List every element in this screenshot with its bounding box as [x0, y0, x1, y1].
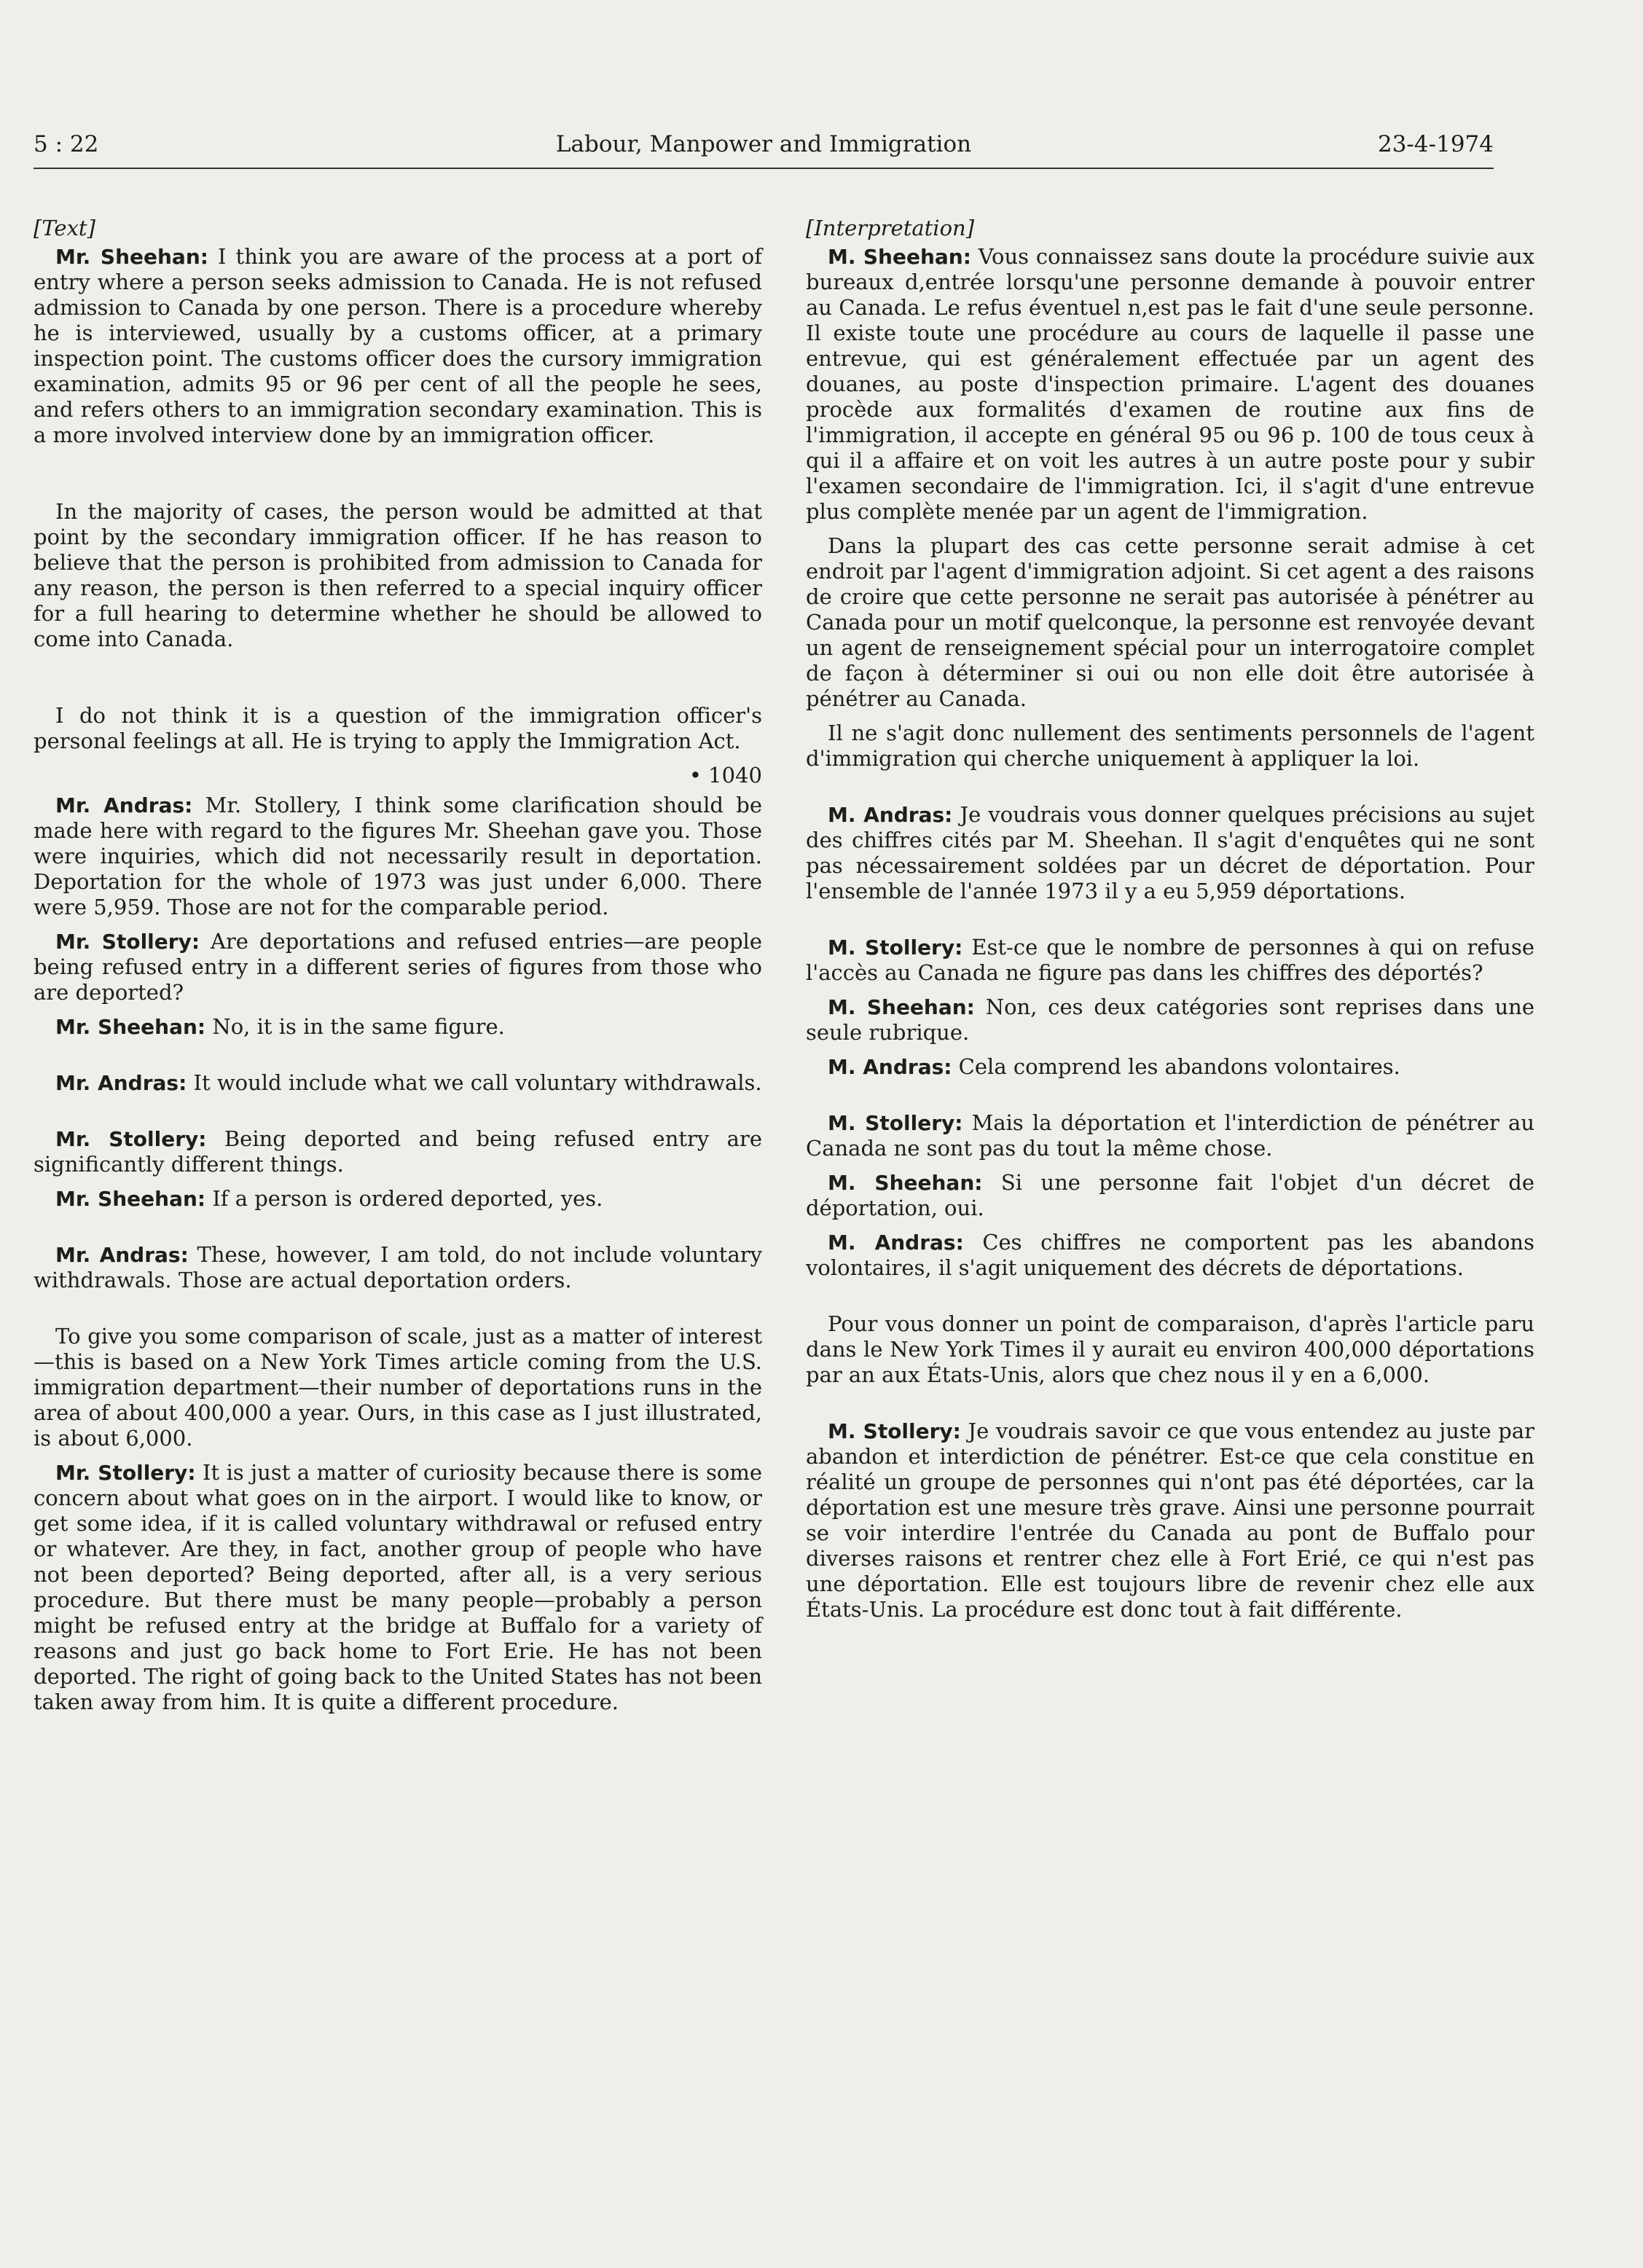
language-tag: [Interpretation] [806, 216, 975, 240]
speaker-label: Mr. Andras: [55, 1243, 189, 1267]
paragraph-text: Cela comprend les abandons volontaires. [952, 1054, 1400, 1079]
paragraph [34, 499, 762, 652]
paragraph-text: Are deportations and refused entries—are people being refused entry in a different series of figures from those who are deported? [34, 929, 762, 1005]
paragraph-text: Mr. Stollery, I think some clarification should be made here with regard to the figures Mr. Sheehan gave you. Those were inquiries, which did not necessarily result in deportation. Deportation for the whole of 1973 was just under 6,000. There were 5,959. Those are not for the comparable period. [34, 793, 762, 919]
header-date: 23-4-1974 [1377, 131, 1494, 157]
french-column [806, 216, 1534, 1622]
speaker-label: Mr. Stollery: [55, 930, 200, 954]
speaker-label: Mr. Stollery: [55, 1127, 207, 1151]
paragraph [34, 1242, 762, 1293]
paragraph-text: Non, ces deux catégories sont reprises dans une seule rubrique. [806, 994, 1534, 1045]
paragraph-text: These, however, I am told, do not include voluntary withdrawals. Those are actual deportation orders. [34, 1242, 763, 1292]
speaker-label: M. Andras: [828, 1055, 952, 1079]
page-number: 5 : 22 [34, 131, 99, 157]
speaker-label: Mr. Andras: [55, 1071, 187, 1095]
paragraph [34, 244, 762, 448]
paragraph [806, 1311, 1534, 1388]
speaker-label: Mr. Stollery: [55, 1461, 196, 1485]
paragraph-text: If a person is ordered deported, yes. [205, 1186, 603, 1211]
paragraph [34, 929, 762, 1005]
paragraph-text: In the majority of cases, the person would be admitted at that point by the secondary immigration officer. If he has reason to believe that the person is prohibited from admission to Canada for any reason, the person is then referred to a special inquiry officer for a full hearing to determine whether he should be allowed to come into Canada. [34, 499, 762, 651]
paragraph-text: It is just a matter of curiosity because there is some concern about what goes on in the airport. I would like to know, or get some idea, if it is called voluntary withdrawal or refused entry or whatever. Are they, in fact, another group of people who have not been deported? Being deported, after all, is a very serious procedure. But there must be many people—probably a person might be refused entry at the bridge at Buffalo for a variety of reasons and just go back home to Fort Erie. He has not been deported. The right of going back to the United States has not been taken away from him. It is quite a different procedure. [34, 1460, 763, 1714]
paragraph-text: Vous connaissez sans doute la procédure suivie aux bureaux d,entrée lorsqu'une personne demande à pouvoir entrer au Canada. Le refus éventuel n,est pas le fait d'une seule personne. Il existe toute une procédure au cours de laquelle il passe une entrevue, qui est généralement effectuée par un agent des douanes, au poste d'inspection primaire. L'agent des douanes procède aux formalités d'examen de routine aux fins de l'immigration, il accepte en général 95 ou 96 p. 100 de tous ceux à qui il a affaire et on voit les autres à un autre poste pour y subir l'examen secondaire de l'immigration. Ici, il s'agit d'une entrevue plus complète menée par un agent de l'immigration. [806, 244, 1534, 524]
paragraph-text: Dans la plupart des cas cette personne serait admise à cet endroit par l'agent d'immigration adjoint. Si cet agent a des raisons de croire que cette personne ne serait pas autorisée à pénétrer au Canada pour un motif quelconque, la personne est renvoyée devant un agent de renseignement spécial pour un interrogatoire complet de façon à déterminer si oui ou non elle doit être autorisée à pénétrer au Canada. [806, 533, 1534, 711]
speaker-label: M. Andras: [828, 1231, 964, 1255]
paragraph-text: Pour vous donner un point de comparaison, d'après l'article paru dans le New York Times il y aurait eu environ 400,000 déportations par an aux États-Unis, alors que chez nous il y en a 6,000. [806, 1311, 1534, 1387]
paragraph [34, 1324, 762, 1451]
paragraph [806, 1170, 1534, 1221]
paragraph [34, 1186, 762, 1212]
speaker-label: M. Andras: [828, 803, 953, 827]
english-column [34, 216, 762, 1715]
speaker-label: M. Stollery: [828, 1419, 961, 1443]
paragraph [34, 1014, 762, 1040]
page-header [34, 130, 1494, 169]
publication-title: Labour, Manpower and Immigration [555, 131, 972, 157]
paragraph [806, 1110, 1534, 1161]
paragraph-text: I think you are aware of the process at a port of entry where a person seeks admission to Canada. He is not refused admission to Canada by one person. There is a procedure whereby he is interviewed, usually by a customs officer, at a primary inspection point. The customs officer does the cursory immigration examination, admits 95 or 96 per cent of all the people he sees, and refers others to an immigration secondary examination. This is a more involved interview done by an immigration officer. [34, 244, 762, 447]
paragraph-text: Est-ce que le nombre de personnes à qui on refuse l'accès au Canada ne figure pas dans les chiffres des déportés? [806, 935, 1534, 985]
paragraph-text: No, it is in the same figure. [205, 1014, 505, 1039]
paragraph [806, 721, 1534, 772]
paragraph-text: I do not think it is a question of the immigration officer's personal feelings at all. He is trying to apply the Immigration Act. [34, 703, 762, 753]
paragraph [806, 935, 1534, 986]
paragraph [806, 533, 1534, 712]
paragraph [34, 1126, 762, 1177]
speaker-label: M. Stollery: [828, 935, 963, 960]
speaker-label: M. Stollery: [828, 1111, 963, 1135]
time-marker: • 1040 [689, 763, 762, 788]
paragraph [34, 703, 762, 754]
paragraph-text: Ces chiffres ne comportent pas les abandons volontaires, il s'agit uniquement des décrets de déportations. [806, 1230, 1534, 1280]
speaker-label: Mr. Andras: [55, 793, 193, 817]
speaker-label: Mr. Sheehan: [55, 1187, 206, 1211]
paragraph [806, 994, 1534, 1045]
language-tag: [Text] [34, 216, 95, 240]
paragraph-text: Je voudrais vous donner quelques précisions au sujet des chiffres cités par M. Sheehan. Il s'agit d'enquêtes qui ne sont pas nécessairement soldées par un décret de déportation. Pour l'ensemble de l'année 1973 il y a eu 5,959 déportations. [806, 802, 1534, 903]
paragraph-text: Il ne s'agit donc nullement des sentiments personnels de l'agent d'immigration qui cherche uniquement à appliquer la loi. [806, 721, 1534, 771]
paragraph-text: To give you some comparison of scale, just as a matter of interest—this is based on a New York Times article coming from the U.S. immigration department—their number of deportations runs in the area of about 400,000 a year. Ours, in this case as I just illustrated, is about 6,000. [34, 1324, 762, 1451]
paragraph-text: Being deported and being refused entry are significantly different things. [34, 1126, 762, 1177]
paragraph [806, 1230, 1534, 1281]
speaker-label: Mr. Sheehan: [55, 1015, 206, 1039]
paragraph [806, 1419, 1534, 1622]
speaker-label: M. Sheehan: [828, 1171, 983, 1195]
speaker-label: Mr. Sheehan: [55, 245, 208, 269]
speaker-label: M. Sheehan: [828, 995, 975, 1019]
paragraph-text: Mais la déportation et l'interdiction de pénétrer au Canada ne sont pas du tout la même chose. [806, 1110, 1535, 1161]
paragraph [806, 244, 1534, 525]
paragraph-text: Si une personne fait l'objet d'un décret de déportation, oui. [806, 1170, 1534, 1220]
paragraph-text: It would include what we call voluntary withdrawals. [187, 1070, 762, 1095]
paragraph [806, 802, 1534, 904]
speaker-label: M. Sheehan: [828, 245, 971, 269]
paragraph [806, 1054, 1534, 1080]
paragraph [34, 1460, 762, 1715]
paragraph [34, 1070, 762, 1096]
paragraph-text: Je voudrais savoir ce que vous entendez au juste par abandon et interdiction de pénétrer. Est-ce que cela constitue en réalité un groupe de personnes qui n'ont pas été déportées, car la déportation est une mesure très grave. Ainsi une personne pourrait se voir interdire l'entrée du Canada au pont de Buffalo pour diverses raisons et rentrer chez elle à Fort Erié, ce qui n'est pas une déportation. Elle est toujours libre de revenir chez elle aux États-Unis. La procédure est donc tout à fait différente. [806, 1419, 1534, 1622]
paragraph [34, 793, 762, 920]
